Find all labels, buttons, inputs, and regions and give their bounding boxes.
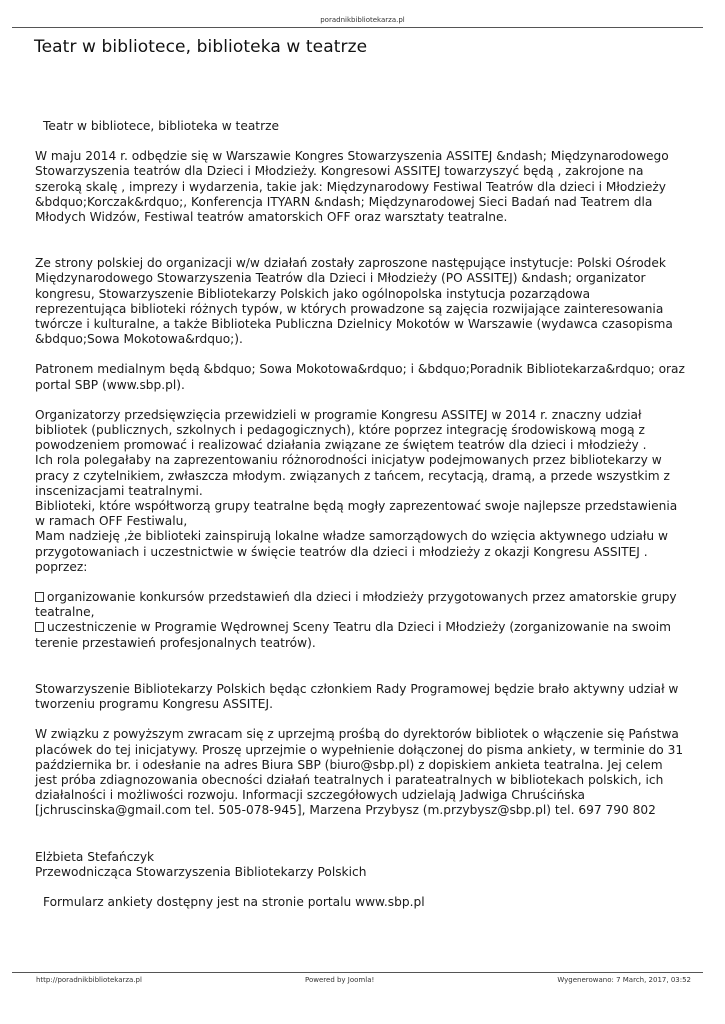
article-body bbox=[35, 119, 685, 910]
paragraph-program: Organizatorzy przedsięwzięcia przewidzieli w programie Kongresu ASSITEJ w 2014 r. znaczny udział bibliotek (publicznych, szkolnych i pedagogicznych), które poprzez integrację środowiskową mogą z powodzeniem promować i realizować działania związane ze świętem teatrów dla dzieci i młodzieży . bbox=[35, 407, 647, 453]
footer-powered-by: Powered by Joomla! bbox=[305, 976, 375, 984]
header-site-name: poradnikbibliotekarza.pl bbox=[320, 16, 405, 24]
list-item-text: organizowanie konkursów przedstawień dla dzieci i młodzieży przygotowanych przez amatorskie grupy teatralne, bbox=[35, 590, 677, 620]
footer-generated-date: Wygenerowano: 7 March, 2017, 03:52 bbox=[557, 976, 691, 984]
page-title: Teatr w bibliotece, biblioteka w teatrze bbox=[34, 37, 368, 57]
footer-url-link[interactable]: http://poradnikbibliotekarza.pl bbox=[36, 976, 142, 984]
footer-divider bbox=[12, 972, 703, 973]
paragraph-libraries: Biblioteki, które współtworzą grupy teatralne będą mogły zaprezentować swoje najlepsze przedstawienia w ramach OFF Festiwalu, bbox=[35, 499, 678, 529]
paragraph-hope: Mam nadzieję ,że biblioteki zainspirują lokalne władze samorządowych do wzięcia aktywnego udziału w przygotowaniach i uczestnictwie w święcie teatrów dla dzieci i młodzieży z okazji Kongresu ASSITEJ . poprzez: bbox=[35, 529, 668, 574]
paragraph-request: W związku z powyższym zwracam się z uprzejmą prośbą do dyrektorów bibliotek o włączenie się Państwa placówek do tej inicjatywy. Proszę uprzejmie o wypełnienie dołączonej do pisma ankiety, w terminie do 31 października br. i odesłanie na adres Biura SBP (biuro@sbp.pl) z dopiskiem ankieta teatralna. Jej celem jest próba zdiagnozowania obecności działań teatralnych i parateatralnych w bibliotekach polskich, ich działalności i możliwości rozwoju. Informacji szczegółowych udzielają Jadwiga Chruścińska [jchruscinska@gmail.com tel. 505-078-945], Marzena Przybysz (m.przybysz@sbp.pl) tel. 697 790 802 bbox=[35, 727, 684, 818]
article-subtitle: Teatr w bibliotece, biblioteka w teatrze bbox=[43, 119, 279, 133]
list-item bbox=[35, 590, 685, 620]
paragraph-intro: W maju 2014 r. odbędzie się w Warszawie Kongres Stowarzyszenia ASSITEJ &ndash; Międzynarodowego Stowarzyszenia teatrów dla Dzieci i Młodzieży. Kongresowi ASSITEJ towarzyszyć będą , zakrojone na szeroką skalę , imprezy i wydarzenia, takie jak: Międzynarodowy Festiwal Teatrów dla dzieci i Młodzieży &bdquo;Korczak&rdquo;, Konferencja ITYARN &ndash; Międzynarodowej Sieci Badań nad Teatrem dla Młodych Widzów, Festiwal teatrów amatorskich OFF oraz warsztaty teatralne. bbox=[35, 149, 669, 225]
checkbox-icon bbox=[35, 592, 44, 602]
paragraph-sbp: Stowarzyszenie Bibliotekarzy Polskich będąc członkiem Rady Programowej będzie brało aktywny udział w tworzeniu programu Kongresu ASSITEJ. bbox=[35, 681, 679, 712]
paragraph-organizers: Ze strony polskiej do organizacji w/w działań zostały zaproszone następujące instytucje: Polski Ośrodek Międzynarodowego Stowarzyszenia Teatrów dla Dzieci i Młodzieży (PO ASSITEJ) &ndash; organizator kongresu, Stowarzyszenie Bibliotekarzy Polskich jako ogólnopolska instytucja pozarządowa reprezentująca biblioteki różnych typów, w których prowadzone są zajęcia rozwijające zainteresowania twórcze i kulturalne, a także Biblioteka Publiczna Dzielnicy Mokotów w Warszawie (wydawca czasopisma &bdquo;Sowa Mokotowa&rdquo;). bbox=[35, 256, 673, 347]
paragraph-role: Ich rola polegałaby na zaprezentowaniu różnorodności inicjatyw podejmowanych przez bibliotekarzy w pracy z czytelnikiem, zwłaszcza młodym. związanych z tańcem, recytacją, dramą, a przede wszystkim z inscenizacjami teatralnymi. bbox=[35, 453, 670, 498]
paragraph-patrons: Patronem medialnym będą &bdquo; Sowa Mokotowa&rdquo; i &bdquo;Poradnik Bibliotekarza&rdquo; oraz portal SBP (www.sbp.pl). bbox=[35, 362, 685, 392]
signature-name: Elżbieta Stefańczyk bbox=[35, 849, 155, 864]
list-item-text: uczestniczenie w Programie Wędrownej Sceny Teatru dla Dzieci i Młodzieży (zorganizowanie na swoim terenie przestawień profesjonalnych teatrów). bbox=[35, 620, 671, 650]
list-item bbox=[35, 620, 685, 650]
header-divider bbox=[12, 27, 703, 28]
form-note: Formularz ankiety dostępny jest na stronie portalu www.sbp.pl bbox=[43, 894, 425, 909]
checkbox-icon bbox=[35, 622, 44, 632]
signature-role: Przewodnicząca Stowarzyszenia Bibliotekarzy Polskich bbox=[35, 864, 367, 879]
